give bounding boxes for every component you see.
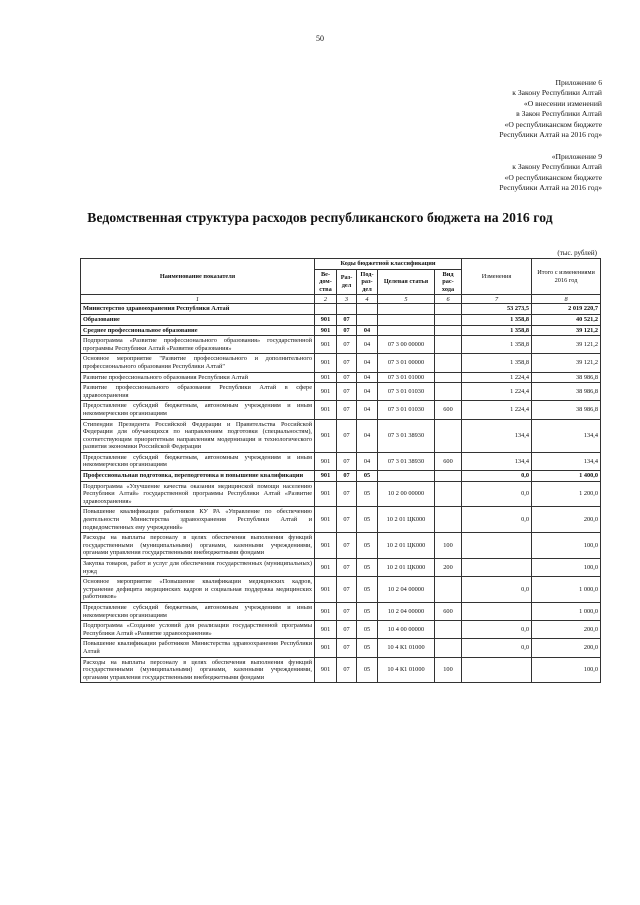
row-vedom-code: 901 (315, 372, 337, 383)
column-number: 8 (532, 295, 601, 304)
row-podrazdel-code: 04 (357, 452, 378, 470)
row-total-value: 1 000,0 (532, 602, 601, 620)
row-vedom-code: 901 (315, 452, 337, 470)
table-body (81, 304, 601, 683)
column-number: 1 (81, 295, 315, 304)
row-podrazdel-code: 04 (357, 325, 378, 336)
row-change-value: 1 358,8 (462, 354, 532, 372)
row-razdel-code: 07 (337, 354, 357, 372)
appendix-line: к Закону Республики Алтай (512, 162, 602, 172)
table-row (81, 325, 601, 336)
row-target-code (378, 471, 435, 482)
row-vid-code (435, 325, 462, 336)
header-razdel: Раз-дел (337, 269, 357, 295)
row-change-value: 1 358,8 (462, 336, 532, 354)
table-row (81, 559, 601, 577)
row-vedom-code (315, 304, 337, 315)
table-row (81, 481, 601, 507)
row-change-value: 1 358,8 (462, 314, 532, 325)
row-vid-code (435, 471, 462, 482)
row-total-value: 100,0 (532, 657, 601, 683)
row-vid-code: 600 (435, 401, 462, 419)
table-row (81, 657, 601, 683)
row-total-value: 1 400,0 (532, 471, 601, 482)
row-target-code: 10 2 01 ЦК000 (378, 559, 435, 577)
row-total-value: 134,4 (532, 419, 601, 452)
table-row (81, 639, 601, 657)
header-name: Наименование показателя (81, 259, 315, 295)
row-podrazdel-code: 05 (357, 621, 378, 639)
row-change-value (462, 602, 532, 620)
row-target-code: 10 2 00 00000 (378, 481, 435, 507)
row-vedom-code: 901 (315, 657, 337, 683)
row-vedom-code: 901 (315, 383, 337, 401)
row-target-code: 10 4 К1 01000 (378, 639, 435, 657)
row-name: Расходы на выплаты персоналу в целях обеспечения выполнения функций государственными (муниципальными) органами, казенными учреждениями, органами управления государственными внебюджетными фондами (81, 657, 315, 683)
row-target-code: 10 2 04 00000 (378, 602, 435, 620)
row-total-value: 38 986,8 (532, 383, 601, 401)
table-row (81, 354, 601, 372)
row-razdel-code: 07 (337, 533, 357, 559)
header-vedom: Ве-дом-ства (315, 269, 337, 295)
row-name: Предоставление субсидий бюджетным, автономным учреждениям и иным некоммерческим организациям (81, 401, 315, 419)
row-target-code: 10 2 01 ЦК000 (378, 507, 435, 533)
table-row (81, 452, 601, 470)
appendix-line: «О республиканском бюджете (504, 172, 602, 182)
table-row (81, 533, 601, 559)
row-name: Повышение квалификации работников Министерства здравоохранения Республики Алтай (81, 639, 315, 657)
row-vid-code (435, 304, 462, 315)
row-vid-code: 100 (435, 533, 462, 559)
row-name: Развитие профессионального образования Республики Алтай (81, 372, 315, 383)
column-number: 2 (315, 295, 337, 304)
row-change-value (462, 533, 532, 559)
row-vid-code: 200 (435, 559, 462, 577)
appendix-9-header (499, 152, 602, 194)
row-razdel-code: 07 (337, 325, 357, 336)
row-razdel-code: 07 (337, 314, 357, 325)
appendix-line: «О республиканском бюджете (504, 119, 602, 129)
row-vid-code (435, 419, 462, 452)
row-razdel-code: 07 (337, 383, 357, 401)
row-vedom-code: 901 (315, 471, 337, 482)
row-razdel-code: 07 (337, 639, 357, 657)
row-name: Подпрограмма «Улучшение качества оказания медицинской помощи населению Республики Алтай» государственной программы Республики Алтай «Развитие здравоохранения» (81, 481, 315, 507)
appendix-line: в Закон Республики Алтай (516, 109, 602, 119)
row-podrazdel-code: 05 (357, 559, 378, 577)
row-vid-code: 600 (435, 452, 462, 470)
row-total-value: 1 200,0 (532, 481, 601, 507)
row-vedom-code: 901 (315, 325, 337, 336)
row-name: Подпрограмма «Развитие профессионального образования» государственной программы Республики Алтай «Развитие образования» (81, 336, 315, 354)
row-vedom-code: 901 (315, 533, 337, 559)
row-total-value: 200,0 (532, 621, 601, 639)
appendix-line: к Закону Республики Алтай (512, 88, 602, 98)
table-row (81, 336, 601, 354)
page-number: 50 (316, 34, 324, 43)
row-podrazdel-code (357, 304, 378, 315)
row-vedom-code: 901 (315, 559, 337, 577)
row-total-value: 39 121,2 (532, 325, 601, 336)
row-razdel-code: 07 (337, 577, 357, 603)
row-podrazdel-code: 05 (357, 533, 378, 559)
row-change-value: 53 273,5 (462, 304, 532, 315)
row-change-value: 1 224,4 (462, 401, 532, 419)
row-name: Стипендии Президента Российской Федерации и Правительства Российской Федерации для обучающихся по направлениям подготовки (специальностям), соответствующим приоритетным направлениям модернизации и технологического развития экономики Российской Федерации (81, 419, 315, 452)
table-row (81, 507, 601, 533)
row-razdel-code: 07 (337, 602, 357, 620)
appendix-line: «О внесении изменений (523, 98, 602, 108)
row-change-value: 0,0 (462, 577, 532, 603)
table-row (81, 577, 601, 603)
row-change-value: 1 224,4 (462, 383, 532, 401)
row-razdel-code: 07 (337, 621, 357, 639)
row-total-value: 1 000,0 (532, 577, 601, 603)
row-total-value: 200,0 (532, 507, 601, 533)
row-vedom-code: 901 (315, 481, 337, 507)
row-change-value: 0,0 (462, 639, 532, 657)
row-podrazdel-code: 05 (357, 481, 378, 507)
row-vid-code (435, 577, 462, 603)
row-vid-code (435, 507, 462, 533)
row-total-value: 39 121,2 (532, 336, 601, 354)
header-target: Целевая статья (378, 269, 435, 295)
table-row (81, 314, 601, 325)
row-vedom-code: 901 (315, 602, 337, 620)
row-target-code: 07 3 01 01030 (378, 383, 435, 401)
row-razdel-code: 07 (337, 507, 357, 533)
row-vedom-code: 901 (315, 621, 337, 639)
row-vid-code (435, 481, 462, 507)
header-codes-group: Коды бюджетной классификации (315, 259, 462, 270)
row-target-code: 07 3 01 38930 (378, 419, 435, 452)
row-change-value: 1 358,8 (462, 325, 532, 336)
row-vedom-code: 901 (315, 507, 337, 533)
budget-table (80, 258, 601, 683)
row-change-value: 1 224,4 (462, 372, 532, 383)
row-name: Профессиональная подготовка, переподготовка и повышение квалификации (81, 471, 315, 482)
row-name: Предоставление субсидий бюджетным, автономным учреждениям и иным некоммерческим организациям (81, 602, 315, 620)
row-vid-code (435, 372, 462, 383)
column-number: 7 (462, 295, 532, 304)
column-number: 4 (357, 295, 378, 304)
table-row (81, 602, 601, 620)
column-number: 6 (435, 295, 462, 304)
row-target-code: 07 3 01 01030 (378, 401, 435, 419)
row-name: Министерство здравоохранения Республики Алтай (81, 304, 315, 315)
row-vid-code (435, 639, 462, 657)
row-total-value: 100,0 (532, 559, 601, 577)
row-name: Образование (81, 314, 315, 325)
row-total-value: 2 019 220,7 (532, 304, 601, 315)
row-vid-code: 100 (435, 657, 462, 683)
row-vedom-code: 901 (315, 639, 337, 657)
row-razdel-code: 07 (337, 401, 357, 419)
table-row (81, 304, 601, 315)
row-name: Закупка товаров, работ и услуг для обеспечения государственных (муниципальных) нужд (81, 559, 315, 577)
header-total: Итого с изменениями 2016 год (532, 259, 601, 295)
row-target-code: 07 3 01 00000 (378, 354, 435, 372)
row-change-value (462, 559, 532, 577)
row-razdel-code: 07 (337, 559, 357, 577)
units-label: (тыс. рублей) (557, 249, 597, 257)
row-razdel-code: 07 (337, 372, 357, 383)
row-change-value: 134,4 (462, 419, 532, 452)
row-change-value: 0,0 (462, 471, 532, 482)
table-row (81, 372, 601, 383)
header-vid: Вид рас-хода (435, 269, 462, 295)
row-razdel-code: 07 (337, 657, 357, 683)
row-podrazdel-code: 04 (357, 336, 378, 354)
column-number: 5 (378, 295, 435, 304)
row-vid-code (435, 383, 462, 401)
row-podrazdel-code: 05 (357, 507, 378, 533)
row-target-code: 07 3 01 38930 (378, 452, 435, 470)
row-change-value: 134,4 (462, 452, 532, 470)
row-podrazdel-code: 04 (357, 372, 378, 383)
appendix-line: «Приложение 9 (551, 152, 602, 161)
row-target-code: 07 3 00 00000 (378, 336, 435, 354)
row-vid-code (435, 354, 462, 372)
row-target-code: 10 4 К1 01000 (378, 657, 435, 683)
row-podrazdel-code: 05 (357, 577, 378, 603)
table-row (81, 401, 601, 419)
row-total-value: 40 521,2 (532, 314, 601, 325)
row-podrazdel-code: 05 (357, 471, 378, 482)
row-razdel-code (337, 304, 357, 315)
header-podrazdel: Под-раз-дел (357, 269, 378, 295)
row-vid-code (435, 621, 462, 639)
row-name: Среднее профессиональное образование (81, 325, 315, 336)
row-name: Расходы на выплаты персоналу в целях обеспечения выполнения функций государственными (муниципальными) органами, казенными учреждениями, органами управления государственными внебюджетными фондами (81, 533, 315, 559)
row-podrazdel-code: 04 (357, 354, 378, 372)
appendix-line: Республики Алтай на 2016 год» (499, 130, 602, 140)
row-total-value: 38 986,8 (532, 372, 601, 383)
row-vedom-code: 901 (315, 401, 337, 419)
row-podrazdel-code: 04 (357, 401, 378, 419)
document-title: Ведомственная структура расходов республиканского бюджета на 2016 год (87, 210, 553, 225)
row-razdel-code: 07 (337, 471, 357, 482)
row-vedom-code: 901 (315, 314, 337, 325)
appendix-line: Приложение 6 (555, 78, 602, 87)
row-name: Развитие профессионального образования Республики Алтай в сфере здравоохранения (81, 383, 315, 401)
table-header-row (81, 259, 601, 270)
row-podrazdel-code (357, 314, 378, 325)
row-change-value: 0,0 (462, 481, 532, 507)
table-row (81, 383, 601, 401)
header-change: Изменения (462, 259, 532, 295)
row-razdel-code: 07 (337, 481, 357, 507)
row-name: Основное мероприятие "Развитие профессионального и дополнительного профессионального образования Республики Алтай" (81, 354, 315, 372)
row-name: Предоставление субсидий бюджетным, автономным учреждениям и иным некоммерческим организациям (81, 452, 315, 470)
row-total-value: 100,0 (532, 533, 601, 559)
row-podrazdel-code: 05 (357, 602, 378, 620)
row-name: Повышение квалификации работников КУ РА «Управление по обеспечению деятельности Министерства здравоохранения Республики Алтай и подведомственных ему учреждений» (81, 507, 315, 533)
row-total-value: 38 986,8 (532, 401, 601, 419)
row-vedom-code: 901 (315, 577, 337, 603)
row-vid-code (435, 314, 462, 325)
row-razdel-code: 07 (337, 419, 357, 452)
row-target-code (378, 304, 435, 315)
row-change-value: 0,0 (462, 621, 532, 639)
row-vedom-code: 901 (315, 336, 337, 354)
appendix-line: Республики Алтай на 2016 год» (499, 183, 602, 193)
column-number: 3 (337, 295, 357, 304)
row-target-code (378, 314, 435, 325)
row-target-code (378, 325, 435, 336)
row-vid-code: 600 (435, 602, 462, 620)
row-target-code: 07 3 01 01000 (378, 372, 435, 383)
row-target-code: 10 2 01 ЦК000 (378, 533, 435, 559)
row-podrazdel-code: 04 (357, 419, 378, 452)
row-total-value: 200,0 (532, 639, 601, 657)
row-vedom-code: 901 (315, 419, 337, 452)
row-name: Основное мероприятие «Повышение квалификации медицинских кадров, устранение дефицита медицинских кадров и социальная поддержка медицинских работников» (81, 577, 315, 603)
row-target-code: 10 2 04 00000 (378, 577, 435, 603)
appendix-6-header (499, 78, 602, 140)
row-total-value: 39 121,2 (532, 354, 601, 372)
table-row (81, 621, 601, 639)
row-razdel-code: 07 (337, 336, 357, 354)
row-name: Подпрограмма «Создание условий для реализации государственной программы Республики Алтай «Развитие здравоохранения» (81, 621, 315, 639)
row-total-value: 134,4 (532, 452, 601, 470)
row-podrazdel-code: 04 (357, 383, 378, 401)
row-razdel-code: 07 (337, 452, 357, 470)
row-podrazdel-code: 05 (357, 657, 378, 683)
table-row (81, 419, 601, 452)
row-change-value (462, 657, 532, 683)
row-podrazdel-code: 05 (357, 639, 378, 657)
column-number-row (81, 295, 601, 304)
row-vedom-code: 901 (315, 354, 337, 372)
row-change-value: 0,0 (462, 507, 532, 533)
row-vid-code (435, 336, 462, 354)
table-row (81, 471, 601, 482)
row-target-code: 10 4 00 00000 (378, 621, 435, 639)
